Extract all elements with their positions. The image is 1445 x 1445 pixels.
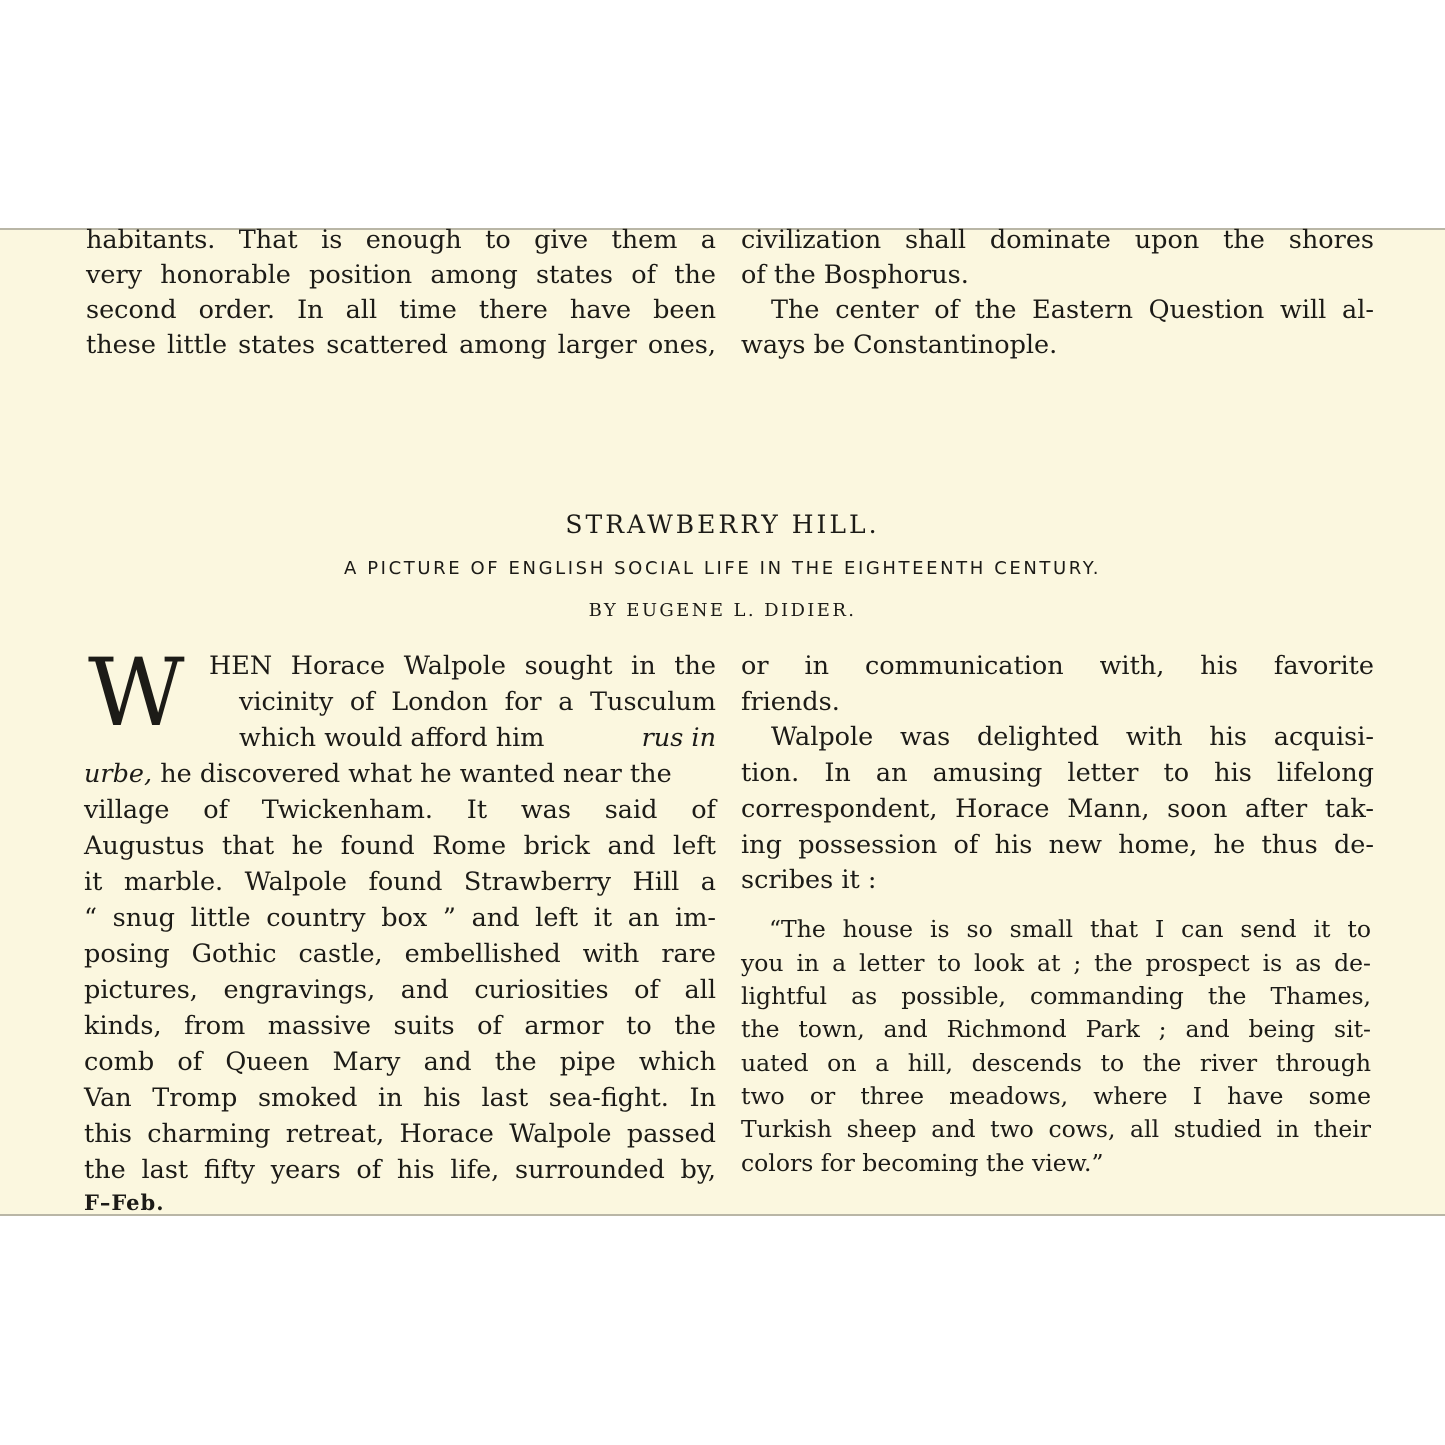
text-line: civilization shall dominate upon the shores: [741, 225, 1374, 255]
italic-phrase: rus in: [641, 723, 716, 753]
text-line: “ snug little country box ” and left it an im-: [84, 903, 716, 933]
text-line: posing Gothic castle, embellished with rare: [84, 939, 716, 969]
text-line: Augustus that he found Rome brick and left: [84, 831, 716, 861]
text-line: village of Twickenham. It was said of: [84, 795, 716, 825]
italic-phrase: urbe,: [84, 759, 153, 789]
text-line: of the Bosphorus.: [741, 260, 969, 290]
text-line: habitants. That is enough to give them a: [86, 225, 716, 255]
quote-line: uated on a hill, descends to the river through: [741, 1049, 1371, 1077]
text-line: this charming retreat, Horace Walpole passed: [84, 1119, 716, 1149]
text-line: [84, 756, 716, 792]
text-line: pictures, engravings, and curiosities of all: [84, 975, 716, 1005]
magazine-page: [0, 225, 1445, 1216]
text-line: or in communication with, his favorite: [741, 651, 1374, 681]
text-line: ways be Constantinople.: [741, 330, 1058, 360]
text-line: HEN Horace Walpole sought in the: [209, 651, 716, 681]
text-segment: which would afford him: [239, 723, 545, 753]
quote-line: “The house is so small that I can send it to: [769, 915, 1371, 943]
text-line: tion. In an amusing letter to his lifelong: [741, 758, 1374, 788]
text-line: The center of the Eastern Question will al-: [771, 295, 1374, 325]
quote-line: the town, and Richmond Park ; and being sit-: [741, 1015, 1371, 1043]
article-byline: BY EUGENE L. DIDIER.: [588, 600, 857, 621]
article-title: STRAWBERRY HILL.: [565, 510, 880, 539]
quote-line: lightful as possible, commanding the Thames,: [741, 982, 1371, 1010]
text-line: vicinity of London for a Tusculum: [239, 687, 716, 717]
text-line: Walpole was delighted with his acquisi-: [771, 722, 1374, 752]
text-line: it marble. Walpole found Strawberry Hill a: [84, 867, 716, 897]
text-line: friends.: [741, 687, 840, 717]
quote-line: colors for becoming the view.”: [741, 1149, 1104, 1177]
text-line: second order. In all time there have been: [86, 295, 716, 325]
text-line: Van Tromp smoked in his last sea-fight. In: [84, 1083, 716, 1113]
quote-line: you in a letter to look at ; the prospect is as de-: [741, 949, 1371, 977]
quote-line: Turkish sheep and two cows, all studied in their: [741, 1115, 1371, 1143]
text-line: [239, 720, 716, 756]
text-line: kinds, from massive suits of armor to the: [84, 1011, 716, 1041]
text-line: comb of Queen Mary and the pipe which: [84, 1047, 716, 1077]
text-line: these little states scattered among larger ones,: [86, 330, 716, 360]
text-segment: he discovered what he wanted near the: [152, 759, 672, 789]
text-line: scribes it :: [741, 865, 877, 895]
quote-line: two or three meadows, where I have some: [741, 1082, 1371, 1110]
drop-cap: W: [88, 639, 185, 748]
text-line: correspondent, Horace Mann, soon after tak-: [741, 794, 1374, 824]
article-subtitle: A PICTURE OF ENGLISH SOCIAL LIFE IN THE EIGHTEENTH CENTURY.: [343, 558, 1102, 579]
page-signature-mark: F–Feb.: [84, 1190, 165, 1215]
text-line: ing possession of his new home, he thus de-: [741, 830, 1374, 860]
text-line: very honorable position among states of the: [86, 260, 716, 290]
text-line: the last fifty years of his life, surrounded by,: [84, 1155, 716, 1185]
